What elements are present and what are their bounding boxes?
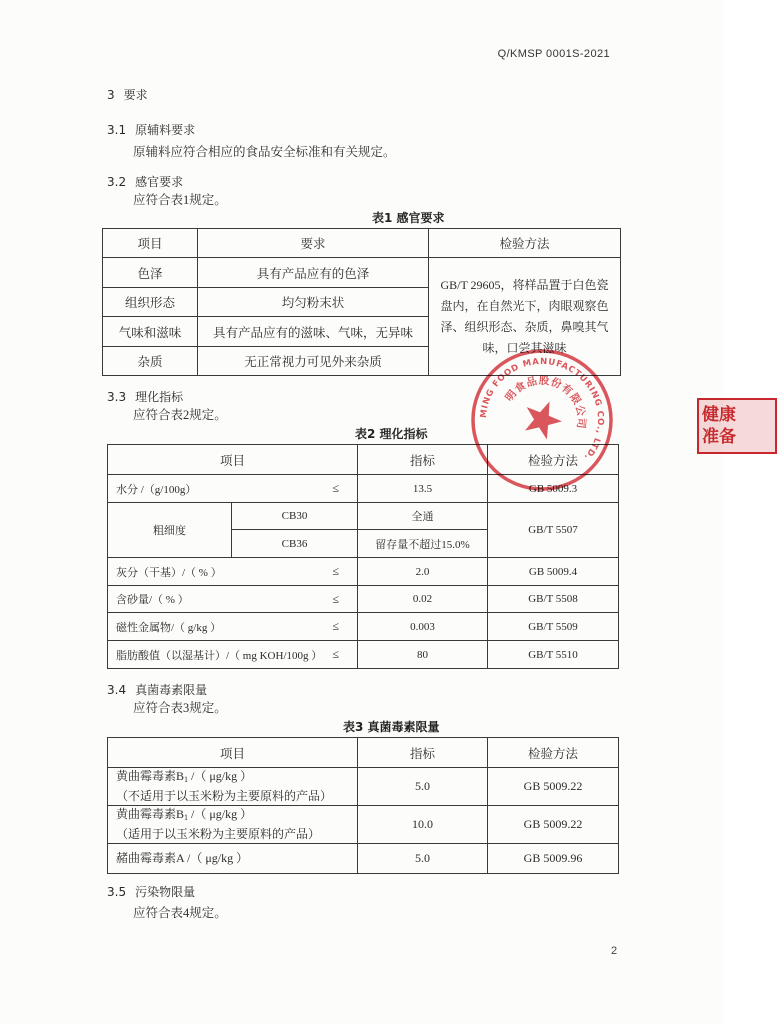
subsection-heading [107, 122, 195, 138]
column-header-item: 项目 [108, 445, 358, 475]
item-cell [108, 613, 358, 641]
section-heading [107, 87, 148, 103]
table-row [103, 258, 621, 288]
value-cell: 80 [358, 641, 488, 669]
seal-outer-text [475, 346, 616, 463]
table-header-row [103, 229, 621, 258]
table-row [108, 806, 619, 844]
value-cell: 13.5 [358, 475, 488, 503]
item-label: 磁性金属物/（ g/kg ） [116, 621, 222, 634]
company-seal [468, 346, 616, 494]
section-number: 3 [107, 88, 115, 102]
item-cell: 气味和滋味 [103, 317, 198, 347]
section-title: 污染物限量 [135, 885, 196, 899]
seal-outer-lettering: MING FOOD MANUFACTURING CO., LTD. [478, 356, 606, 463]
toxin-name: 黄曲霉毒素B [116, 769, 185, 783]
section-title: 真菌毒素限量 [135, 683, 208, 697]
method-cell: GB/T 5508 [488, 586, 619, 613]
toxin-subscript: 1 [184, 775, 189, 784]
value-cell: 全通 [358, 503, 488, 530]
column-header-method: 检验方法 [488, 445, 619, 475]
table-row [108, 586, 619, 613]
item-cell: 粗细度 [108, 503, 232, 558]
table-row [108, 641, 619, 669]
section-title: 原辅料要求 [135, 123, 196, 137]
requirement-cell: 均匀粉末状 [198, 288, 429, 317]
operator: ≤ [332, 591, 340, 606]
toxin-name: 赭曲霉毒素A [116, 851, 185, 865]
column-header-index: 指标 [358, 738, 488, 768]
paragraph: 应符合表2规定。 [133, 408, 227, 422]
edge-stamp-line: 健康 [702, 405, 736, 425]
section-number: 3.3 [107, 390, 127, 404]
item-cell [108, 641, 358, 669]
toxin-name: 黄曲霉毒素B [116, 807, 185, 821]
table-caption: 表2 理化指标 [355, 427, 428, 441]
subsection-heading [107, 682, 207, 698]
table-header-row [108, 738, 619, 768]
item-cell [108, 558, 358, 586]
unit: /（ μg/kg ） [188, 769, 253, 783]
column-header-method: 检验方法 [429, 229, 621, 258]
item-cell [108, 475, 358, 503]
table-row [108, 844, 619, 874]
section-number: 3.5 [107, 885, 127, 899]
section-title: 要求 [123, 88, 148, 102]
item-cell [108, 586, 358, 613]
item-note: （适用于以玉米粉为主要原料的产品） [116, 827, 321, 841]
column-header-method: 检验方法 [488, 738, 619, 768]
star-icon [518, 394, 567, 442]
item-cell: 组织形态 [103, 288, 198, 317]
method-cell: GB/T 29605，将样品置于白色瓷盘内，在自然光下，肉眼观察色泽、组织形态、杂质，鼻嗅其气味，口尝其滋味 [429, 258, 621, 376]
item-cell [108, 844, 358, 874]
section-title: 感官要求 [135, 175, 184, 189]
value-cell: 5.0 [358, 844, 488, 874]
requirement-cell: 具有产品应有的滋味、气味，无异味 [198, 317, 429, 347]
unit: /（ μg/kg ） [184, 851, 249, 865]
method-cell: GB 5009.3 [488, 475, 619, 503]
item-note: （不适用于以玉米粉为主要原料的产品） [116, 789, 333, 803]
item-label: 水分 /（g/100g） [116, 483, 197, 496]
value-cell: 2.0 [358, 558, 488, 586]
column-header-index: 指标 [358, 445, 488, 475]
column-header-item: 项目 [108, 738, 358, 768]
mycotoxin-limits-table [107, 737, 619, 874]
requirement-cell: 具有产品应有的色泽 [198, 258, 429, 288]
paragraph: 应符合表1规定。 [133, 193, 227, 207]
table-row [108, 558, 619, 586]
item-label [116, 806, 351, 826]
grade-cell: CB36 [232, 530, 358, 558]
page-number: 2 [611, 945, 618, 957]
value-cell: 留存量不超过15.0% [358, 530, 488, 558]
edge-stamp-line: 准备 [702, 427, 736, 447]
toxin-subscript: 1 [184, 813, 189, 822]
method-cell: GB 5009.22 [488, 806, 619, 844]
method-cell: GB 5009.22 [488, 768, 619, 806]
seal-graphic [468, 346, 616, 494]
table-caption: 表1 感官要求 [372, 211, 445, 225]
section-number: 3.2 [107, 175, 127, 189]
document-code: Q/KMSP 0001S-2021 [497, 48, 610, 60]
section-number: 3.4 [107, 683, 127, 697]
seal-inner-lettering: 明食品股份有限公司 [503, 374, 588, 430]
item-label [116, 768, 351, 788]
value-cell: 10.0 [358, 806, 488, 844]
item-cell: 色泽 [103, 258, 198, 288]
item-cell [108, 806, 358, 844]
value-cell: 5.0 [358, 768, 488, 806]
item-cell [108, 768, 358, 806]
edge-stamp [697, 398, 736, 458]
item-label [116, 850, 351, 867]
item-label: 脂肪酸值（以湿基计）/（ mg KOH/100g ） [116, 649, 323, 662]
section-title: 理化指标 [135, 390, 184, 404]
paragraph: 原辅料应符合相应的食品安全标准和有关规定。 [133, 145, 396, 159]
value-cell: 0.02 [358, 586, 488, 613]
table-row [108, 768, 619, 806]
method-cell: GB/T 5509 [488, 613, 619, 641]
unit: /（ μg/kg ） [188, 807, 253, 821]
table-row [108, 613, 619, 641]
operator: ≤ [332, 647, 340, 661]
paragraph: 应符合表4规定。 [133, 906, 227, 920]
value-cell: 0.003 [358, 613, 488, 641]
section-number: 3.1 [107, 123, 127, 137]
requirement-cell: 无正常视力可见外来杂质 [198, 347, 429, 376]
table-row [108, 503, 619, 530]
method-cell: GB/T 5507 [488, 503, 619, 558]
subsection-heading [107, 884, 195, 900]
table-caption: 表3 真菌毒素限量 [343, 720, 440, 734]
column-header-item: 项目 [103, 229, 198, 258]
method-cell: GB 5009.96 [488, 844, 619, 874]
paragraph: 应符合表3规定。 [133, 701, 227, 715]
operator: ≤ [332, 619, 340, 633]
item-cell: 杂质 [103, 347, 198, 376]
grade-cell: CB30 [232, 503, 358, 530]
item-label: 灰分（干基）/（ % ） [116, 566, 222, 579]
operator: ≤ [332, 481, 340, 495]
method-cell: GB 5009.4 [488, 558, 619, 586]
item-label: 含砂量/（ % ） [116, 594, 189, 606]
operator: ≤ [332, 564, 340, 578]
method-cell: GB/T 5510 [488, 641, 619, 669]
edge-stamp-box [697, 398, 777, 454]
subsection-heading [107, 174, 183, 190]
column-header-requirement: 要求 [198, 229, 429, 258]
subsection-heading [107, 389, 183, 405]
